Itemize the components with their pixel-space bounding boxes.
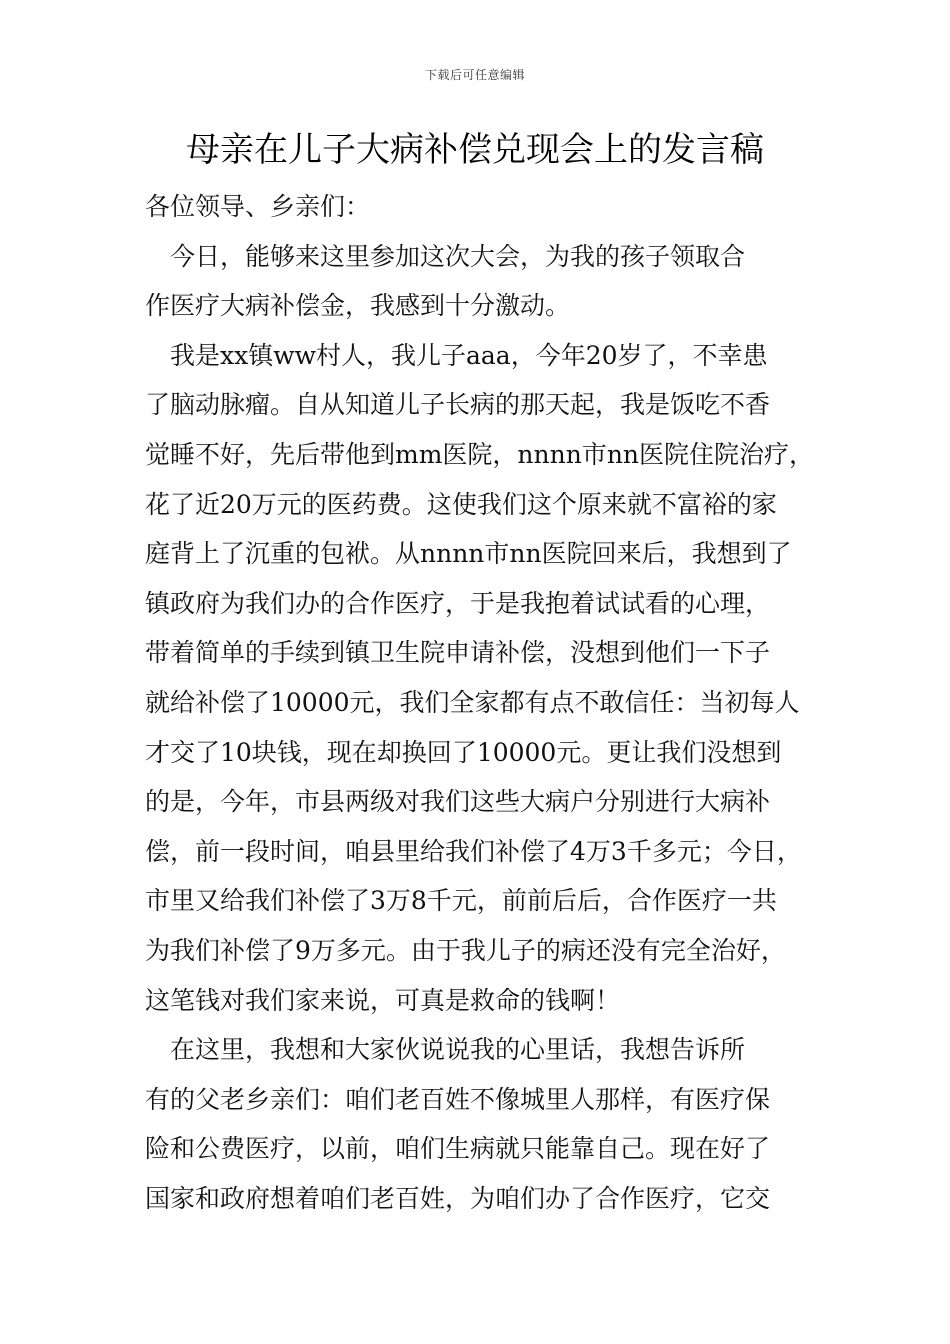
- body-line: 庭背上了沉重的包袱。从nnnn市nn医院回来后，我想到了: [145, 539, 792, 569]
- body-line: 为我们补偿了9万多元。由于我儿子的病还没有完全治好，: [145, 935, 786, 965]
- body-line: 就给补偿了10000元，我们全家都有点不敢信任：当初每人: [145, 687, 800, 717]
- body-line: 带着简单的手续到镇卫生院申请补偿，没想到他们一下子: [145, 638, 771, 668]
- body-line: 偿，前一段时间，咱县里给我们补偿了4万3千多元；今日，: [145, 836, 802, 866]
- body-line: 在这里，我想和大家伙说说我的心里话，我想告诉所: [145, 1035, 746, 1065]
- body-line: 各位领导、乡亲们：: [145, 192, 371, 221]
- body-line: 觉睡不好，先后带他到mm医院，nnnn市nn医院住院治疗，: [145, 439, 815, 469]
- body-line: 了脑动脉瘤。自从知道儿子长病的那天起，我是饭吃不香: [145, 390, 771, 420]
- header-note: 下载后可任意编辑: [424, 68, 525, 82]
- body-line: 才交了10块钱，现在却换回了10000元。更让我们没想到: [145, 737, 782, 767]
- body-line: 有的父老乡亲们：咱们老百姓不像城里人那样，有医疗保: [145, 1084, 771, 1114]
- body-line: 的是，今年，市县两级对我们这些大病户分别进行大病补: [145, 787, 771, 817]
- body-line: 镇政府为我们办的合作医疗，于是我抱着试试看的心理，: [145, 588, 771, 618]
- document-body: [145, 182, 823, 1223]
- body-line: 国家和政府想着咱们老百姓，为咱们办了合作医疗，它交: [145, 1183, 771, 1213]
- body-line: 市里又给我们补偿了3万8千元，前前后后，合作医疗一共: [145, 886, 777, 916]
- body-line: 今日，能够来这里参加这次大会，为我的孩子领取合: [145, 241, 746, 271]
- body-line: 我是xx镇ww村人，我儿子aaa，今年20岁了，不幸患: [145, 340, 768, 370]
- document-title: 母亲在儿子大病补偿兑现会上的发言稿: [186, 130, 764, 170]
- body-line: 作医疗大病补偿金，我感到十分激动。: [145, 291, 571, 321]
- body-line: 险和公费医疗，以前，咱们生病就只能靠自己。现在好了: [145, 1134, 771, 1164]
- body-line: 花了近20万元的医药费。这使我们这个原来就不富裕的家: [145, 489, 777, 519]
- body-line: 这笔钱对我们家来说，可真是救命的钱啊！: [145, 985, 621, 1015]
